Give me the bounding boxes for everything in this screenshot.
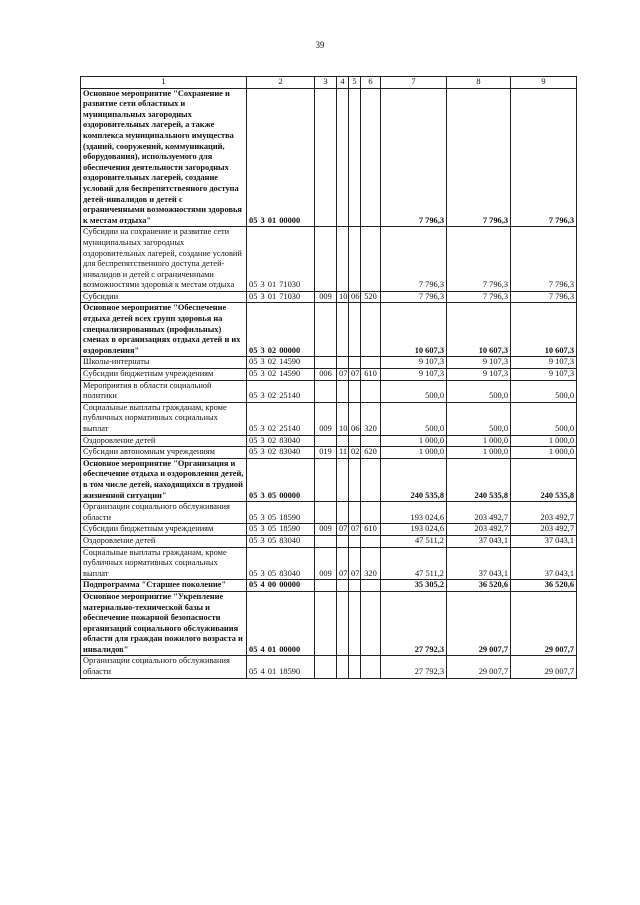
row-value-col7: 9 107,3 xyxy=(381,369,447,381)
row-value-col9: 203 492,7 xyxy=(511,502,577,524)
column-header: 6 xyxy=(361,77,381,89)
table-row xyxy=(81,591,577,656)
row-col3-cell xyxy=(315,502,337,524)
row-value-col7: 1 000,0 xyxy=(381,435,447,447)
row-name-cell: Основное мероприятие "Организация и обеспечение отдыха и оздоровления детей, в том числе детей, находящихся в трудной жизненной ситуации" xyxy=(81,458,247,501)
row-value-col8: 29 007,7 xyxy=(447,656,511,678)
row-code-cell: 05 3 02 14590 xyxy=(247,369,315,381)
row-col6-cell xyxy=(361,458,381,501)
row-name-cell: Социальные выплаты гражданам, кроме публичных нормативных социальных выплат xyxy=(81,547,247,580)
row-value-col8: 500,0 xyxy=(447,402,511,435)
row-col4-cell: 07 xyxy=(337,547,349,580)
row-value-col7: 7 796,3 xyxy=(381,291,447,303)
table-row xyxy=(81,227,577,292)
row-col6-cell: 520 xyxy=(361,291,381,303)
row-value-col7: 500,0 xyxy=(381,402,447,435)
page-number: 39 xyxy=(315,40,325,50)
row-value-col7: 10 607,3 xyxy=(381,303,447,357)
row-col3-cell xyxy=(315,88,337,227)
row-value-col7: 47 511,2 xyxy=(381,547,447,580)
row-col4-cell: 11 xyxy=(337,447,349,459)
row-col6-cell xyxy=(361,303,381,357)
row-col6-cell xyxy=(361,88,381,227)
row-value-col9: 7 796,3 xyxy=(511,88,577,227)
row-code-cell: 05 3 02 25140 xyxy=(247,380,315,402)
row-col3-cell xyxy=(315,357,337,369)
row-name-cell: Оздоровление детей xyxy=(81,535,247,547)
row-value-col9: 1 000,0 xyxy=(511,435,577,447)
row-code-cell: 05 3 02 83040 xyxy=(247,435,315,447)
budget-table xyxy=(80,76,577,679)
row-value-col7: 193 024,6 xyxy=(381,524,447,536)
row-col3-cell xyxy=(315,591,337,656)
row-value-col7: 193 024,6 xyxy=(381,502,447,524)
column-header: 1 xyxy=(81,77,247,89)
row-value-col9: 37 043,1 xyxy=(511,547,577,580)
row-col4-cell xyxy=(337,535,349,547)
row-value-col7: 47 511,2 xyxy=(381,535,447,547)
row-value-col8: 9 107,3 xyxy=(447,357,511,369)
row-value-col7: 7 796,3 xyxy=(381,227,447,292)
row-col5-cell xyxy=(349,535,361,547)
row-col6-cell xyxy=(361,435,381,447)
row-name-cell: Основное мероприятие "Укрепление материально-технической базы и обеспечение пожарной безопасности организаций социального обслуживания области для граждан пожилого возраста и инвалидов" xyxy=(81,591,247,656)
row-name-cell: Субсидии xyxy=(81,291,247,303)
row-name-cell: Подпрограмма "Старшее поколение" xyxy=(81,580,247,592)
row-col4-cell xyxy=(337,502,349,524)
table-row xyxy=(81,524,577,536)
row-col3-cell: 019 xyxy=(315,447,337,459)
row-col6-cell xyxy=(361,380,381,402)
column-header: 9 xyxy=(511,77,577,89)
table-row xyxy=(81,447,577,459)
row-col6-cell xyxy=(361,656,381,678)
row-code-cell: 05 4 00 00000 xyxy=(247,580,315,592)
row-value-col9: 1 000,0 xyxy=(511,447,577,459)
row-value-col7: 27 792,3 xyxy=(381,591,447,656)
table-row xyxy=(81,402,577,435)
row-value-col8: 203 492,7 xyxy=(447,502,511,524)
row-value-col8: 29 007,7 xyxy=(447,591,511,656)
table-row xyxy=(81,291,577,303)
column-header: 2 xyxy=(247,77,315,89)
row-col5-cell xyxy=(349,227,361,292)
row-value-col8: 37 043,1 xyxy=(447,535,511,547)
row-value-col9: 500,0 xyxy=(511,402,577,435)
row-code-cell: 05 3 01 71030 xyxy=(247,291,315,303)
row-value-col8: 10 607,3 xyxy=(447,303,511,357)
row-col3-cell xyxy=(315,380,337,402)
row-col6-cell: 620 xyxy=(361,447,381,459)
row-col4-cell xyxy=(337,357,349,369)
row-col6-cell: 610 xyxy=(361,524,381,536)
row-col6-cell xyxy=(361,580,381,592)
row-col3-cell xyxy=(315,535,337,547)
row-col4-cell xyxy=(337,88,349,227)
row-value-col8: 37 043,1 xyxy=(447,547,511,580)
row-col6-cell xyxy=(361,227,381,292)
row-col5-cell: 06 xyxy=(349,291,361,303)
row-code-cell: 05 3 01 00000 xyxy=(247,88,315,227)
row-col6-cell xyxy=(361,535,381,547)
row-col3-cell: 009 xyxy=(315,524,337,536)
row-code-cell: 05 3 05 83040 xyxy=(247,547,315,580)
row-name-cell: Школы-интернаты xyxy=(81,357,247,369)
row-col6-cell: 610 xyxy=(361,369,381,381)
column-header: 4 xyxy=(337,77,349,89)
row-name-cell: Субсидии бюджетным учреждениям xyxy=(81,369,247,381)
column-header: 7 xyxy=(381,77,447,89)
row-value-col9: 7 796,3 xyxy=(511,291,577,303)
row-col4-cell: 07 xyxy=(337,369,349,381)
table-row xyxy=(81,502,577,524)
table-row xyxy=(81,380,577,402)
row-value-col8: 1 000,0 xyxy=(447,435,511,447)
row-col3-cell xyxy=(315,656,337,678)
row-col5-cell xyxy=(349,380,361,402)
row-col4-cell xyxy=(337,227,349,292)
row-col4-cell: 07 xyxy=(337,524,349,536)
row-col6-cell xyxy=(361,591,381,656)
row-name-cell: Основное мероприятие "Сохранение и развитие сети областных и муниципальных загородных оздоровительных лагерей, а также комплекса муниципального имущества (зданий, сооружений, коммуникаций, оборудования), используемого для обеспечения деятельности загородных оздоровительных лагерей, создание условий для беспрепятственного доступа детей-инвалидов и детей с ограниченными возможностями здоровья к местам отдыха" xyxy=(81,88,247,227)
row-col5-cell xyxy=(349,502,361,524)
row-value-col9: 29 007,7 xyxy=(511,656,577,678)
row-code-cell: 05 3 02 14590 xyxy=(247,357,315,369)
row-col5-cell xyxy=(349,88,361,227)
row-value-col8: 203 492,7 xyxy=(447,524,511,536)
row-code-cell: 05 4 01 00000 xyxy=(247,591,315,656)
row-col3-cell xyxy=(315,303,337,357)
row-code-cell: 05 4 01 18590 xyxy=(247,656,315,678)
row-value-col9: 500,0 xyxy=(511,380,577,402)
row-col4-cell xyxy=(337,656,349,678)
row-value-col9: 240 535,8 xyxy=(511,458,577,501)
row-col5-cell: 07 xyxy=(349,369,361,381)
row-col5-cell: 02 xyxy=(349,447,361,459)
row-value-col9: 9 107,3 xyxy=(511,369,577,381)
row-col4-cell xyxy=(337,380,349,402)
table-row xyxy=(81,656,577,678)
row-name-cell: Организации социального обслуживания области xyxy=(81,502,247,524)
row-value-col8: 500,0 xyxy=(447,380,511,402)
row-name-cell: Субсидии автономным учреждениям xyxy=(81,447,247,459)
row-name-cell: Мероприятия в области социальной политики xyxy=(81,380,247,402)
row-col6-cell xyxy=(361,357,381,369)
column-header: 8 xyxy=(447,77,511,89)
row-col3-cell xyxy=(315,458,337,501)
row-col5-cell xyxy=(349,435,361,447)
row-code-cell: 05 3 05 83040 xyxy=(247,535,315,547)
row-value-col7: 35 305,2 xyxy=(381,580,447,592)
row-code-cell: 05 3 01 71030 xyxy=(247,227,315,292)
row-value-col9: 7 796,3 xyxy=(511,227,577,292)
row-col3-cell: 009 xyxy=(315,402,337,435)
row-value-col8: 7 796,3 xyxy=(447,227,511,292)
row-col5-cell xyxy=(349,591,361,656)
row-col5-cell: 07 xyxy=(349,524,361,536)
row-col4-cell xyxy=(337,591,349,656)
row-code-cell: 05 3 05 18590 xyxy=(247,502,315,524)
table-row xyxy=(81,580,577,592)
row-code-cell: 05 3 02 83040 xyxy=(247,447,315,459)
row-col5-cell xyxy=(349,656,361,678)
row-name-cell: Организации социального обслуживания области xyxy=(81,656,247,678)
row-value-col9: 36 520,6 xyxy=(511,580,577,592)
row-col3-cell xyxy=(315,435,337,447)
row-col3-cell: 006 xyxy=(315,369,337,381)
row-value-col9: 37 043,1 xyxy=(511,535,577,547)
row-name-cell: Субсидии бюджетным учреждениям xyxy=(81,524,247,536)
row-col5-cell xyxy=(349,303,361,357)
row-value-col8: 36 520,6 xyxy=(447,580,511,592)
row-col5-cell: 06 xyxy=(349,402,361,435)
row-col4-cell xyxy=(337,458,349,501)
row-col6-cell: 320 xyxy=(361,402,381,435)
row-value-col7: 500,0 xyxy=(381,380,447,402)
row-value-col8: 7 796,3 xyxy=(447,291,511,303)
row-col3-cell xyxy=(315,227,337,292)
row-value-col7: 1 000,0 xyxy=(381,447,447,459)
row-value-col7: 240 535,8 xyxy=(381,458,447,501)
row-value-col8: 1 000,0 xyxy=(447,447,511,459)
row-col3-cell: 009 xyxy=(315,547,337,580)
table-row xyxy=(81,303,577,357)
table-row xyxy=(81,357,577,369)
row-col3-cell: 009 xyxy=(315,291,337,303)
row-value-col8: 9 107,3 xyxy=(447,369,511,381)
table-row xyxy=(81,547,577,580)
column-header-row xyxy=(81,77,577,89)
row-value-col7: 7 796,3 xyxy=(381,88,447,227)
row-value-col9: 203 492,7 xyxy=(511,524,577,536)
table-row xyxy=(81,435,577,447)
row-col4-cell: 10 xyxy=(337,291,349,303)
row-col5-cell xyxy=(349,580,361,592)
row-col4-cell xyxy=(337,580,349,592)
row-value-col9: 9 107,3 xyxy=(511,357,577,369)
row-value-col9: 10 607,3 xyxy=(511,303,577,357)
row-col5-cell xyxy=(349,458,361,501)
row-col6-cell xyxy=(361,502,381,524)
column-header: 5 xyxy=(349,77,361,89)
row-name-cell: Субсидии на сохранение и развитие сети муниципальных загородных оздоровительных лагерей, создание условий для беспрепятственного доступа детей-инвалидов и детей с ограниченными возможностями здоровья к местам отдыха xyxy=(81,227,247,292)
row-col4-cell: 10 xyxy=(337,402,349,435)
row-value-col7: 9 107,3 xyxy=(381,357,447,369)
row-code-cell: 05 3 02 25140 xyxy=(247,402,315,435)
row-value-col8: 240 535,8 xyxy=(447,458,511,501)
table-row xyxy=(81,88,577,227)
table-row xyxy=(81,458,577,501)
row-value-col7: 27 792,3 xyxy=(381,656,447,678)
row-col4-cell xyxy=(337,303,349,357)
row-col3-cell xyxy=(315,580,337,592)
row-name-cell: Основное мероприятие "Обеспечение отдыха детей всех групп здоровья на специализированных (профильных) сменах в организациях отдыха детей и их оздоровления" xyxy=(81,303,247,357)
table-row xyxy=(81,369,577,381)
column-header: 3 xyxy=(315,77,337,89)
table-body xyxy=(81,77,577,679)
row-code-cell: 05 3 05 00000 xyxy=(247,458,315,501)
row-code-cell: 05 3 05 18590 xyxy=(247,524,315,536)
row-col5-cell: 07 xyxy=(349,547,361,580)
row-name-cell: Социальные выплаты гражданам, кроме публичных нормативных социальных выплат xyxy=(81,402,247,435)
row-col4-cell xyxy=(337,435,349,447)
row-name-cell: Оздоровление детей xyxy=(81,435,247,447)
row-value-col9: 29 007,7 xyxy=(511,591,577,656)
row-col6-cell: 320 xyxy=(361,547,381,580)
row-code-cell: 05 3 02 00000 xyxy=(247,303,315,357)
row-col5-cell xyxy=(349,357,361,369)
row-value-col8: 7 796,3 xyxy=(447,88,511,227)
table-row xyxy=(81,535,577,547)
